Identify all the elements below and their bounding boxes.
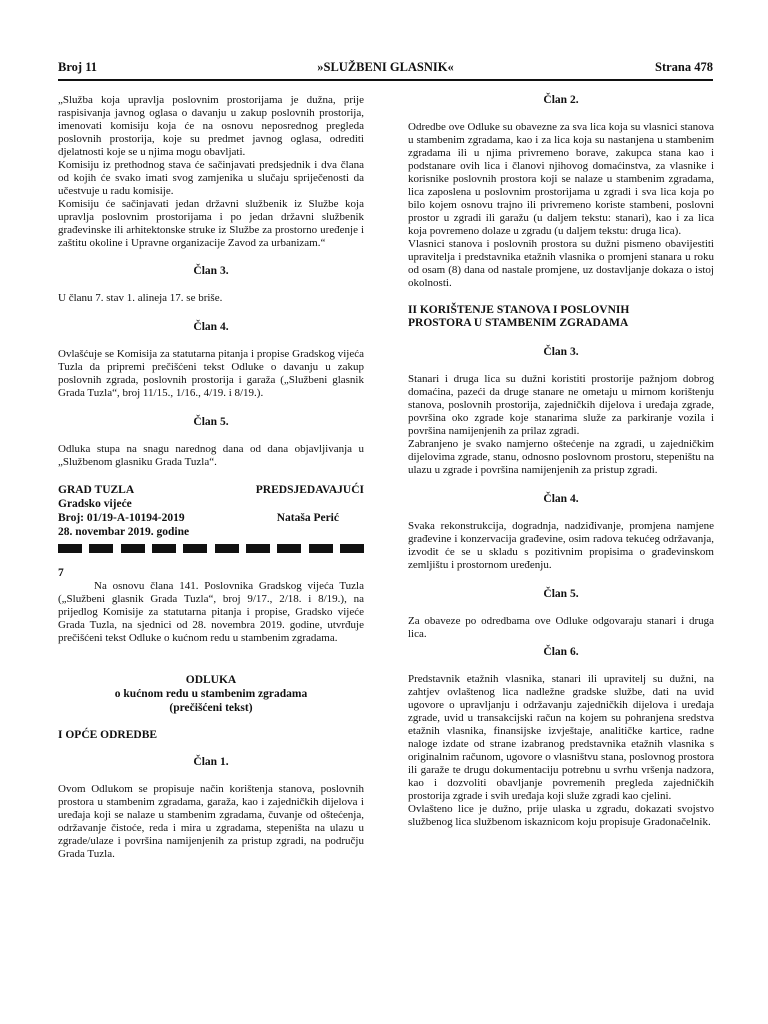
- page-header: [58, 60, 713, 78]
- paragraph: Za obaveze po odredbama ove Odluke odgovaraju stanari i druga lica.: [408, 615, 714, 640]
- publication-title: »SLUŽBENI GLASNIK«: [317, 60, 454, 74]
- paragraph: Ovlašćuje se Komisija za statutarna pitanja i propise Gradskog vijeća Tuzla da pripremi prečišćeni tekst Odluke o davanju u zakup poslovnih zgrada, poslovnih prostorija i garaža („Službeni glasnik Grada Tuzla“, broj 11/15., 1/16., 4/19. i 8/19.).: [58, 348, 364, 399]
- article-heading: Član 5.: [193, 416, 229, 428]
- paragraph: Komisiju će sačinjavati jedan državni službenik iz Službe koja upravlja poslovnim prostorijama i po jedan državni službenik građevinske ili arhitektonske struke iz Službe za prostorno uređenje i zaštitu okoline i Upravne organizacije Zavod za urbanizam.“: [58, 198, 364, 249]
- paragraph: Stanari i druga lica su dužni koristiti prostorije pažnjom dobrog domaćina, pazeći da druge stanare ne ometaju u mirnom korištenju stanova, poslovnih prostorija, zajedničkih dijelova i uređaja zgrade, površina oko zgrade koje stanarima služe za parkiranje vozila i površina namijenjenih za prilaz zgradi.: [408, 373, 714, 437]
- document-date: 28. novembar 2019. godine: [58, 526, 190, 538]
- signature-block: [58, 483, 364, 539]
- article-heading: Član 2.: [543, 94, 579, 106]
- paragraph: Ovom Odlukom se propisuje način korištenja stanova, poslovnih prostora u stambenim zgradama, garaža, kao i zajedničkih dijelova i uređaja koji se nalaze u stambenim zgradama, čuvanje od oštećenja, održavanje čistoće, reda i mira u zgradama, stepeništa na ulazu u zgrade/ulaze i površina namijenjenih za pristup zgradi, na području Grada Tuzla.: [58, 783, 364, 860]
- article-heading: Član 5.: [543, 588, 579, 600]
- paragraph: U članu 7. stav 1. alineja 17. se briše.: [58, 292, 223, 304]
- signature-name: Nataša Perić: [276, 512, 339, 524]
- decision-note: (prečišćeni tekst): [169, 702, 253, 714]
- dashed-separator: [58, 544, 364, 553]
- item-number: 7: [58, 567, 64, 579]
- header-rule: [58, 79, 713, 81]
- decision-subtitle: o kućnom redu u stambenim zgradama: [114, 688, 308, 700]
- article-heading: Član 3.: [543, 346, 579, 358]
- article-heading: Član 3.: [193, 265, 229, 277]
- signature-role: PREDSJEDAVAJUĆI: [255, 484, 364, 496]
- issue-number: Broj 11: [58, 60, 98, 74]
- document-number: Broj: 01/19-A-10194-2019: [58, 512, 185, 524]
- paragraph: „Služba koja upravlja poslovnim prostorijama je dužna, prije raspisivanja javnog oglasa o davanju u zakup poslovnih prostorija, imenovati komisiju koja će na osnovu neposrednog pregleda poslovnih prostorija, koje su predmet javnog oglasa, odrediti djelatnosti koje se u njima mogu obavljati.: [58, 94, 364, 158]
- paragraph: Odluka stupa na snagu narednog dana od dana objavljivanja u „Službenom glasniku Grada Tuzla“.: [58, 443, 364, 468]
- paragraph: Zabranjeno je svako namjerno oštećenje na zgradi, u zajedničkim dijelovima zgrade, stanu, odnosno poslovnom prostoru, stepeništu na ulazu u zgrade i površina namijenjenih za pristup zgradi.: [408, 438, 714, 476]
- decision-title: ODLUKA: [185, 674, 237, 686]
- page-number: Strana 478: [655, 60, 713, 74]
- paragraph: Ovlašteno lice je dužno, prije ulaska u zgradu, dokazati svojstvo službenog lica službenom iskaznicom koju propisuje Gradonačelnik.: [408, 803, 714, 828]
- paragraph: Predstavnik etažnih vlasnika, stanari ili upravitelj su dužni, na zahtjev ovlaštenog lica nadležne gradske službe, dati na uvid ugovore o upravljanju i održavanju zajedničkih dijelova i uređaja zgrade, uvid u transakcijski račun na kojem su pohranjena sredstva etažnih vlasnika, finansijske izvještaje, analitičke kartice, radne naloge izdate od strane izabranog predstavnika etažnih vlasnika s originalnim računom, ugovore o vlasništvu stana, poslovnog prostora ili garaže te drugu dokumentaciju potrebnu u svrhu vršenja nadzora, kao i dozvoliti obavljanje povremenih pregleda zajedničkih prostorija zgrade i svih uređaja koji služe zgradi kao cjelini.: [408, 673, 714, 802]
- right-column: [408, 92, 714, 829]
- article-heading: Član 6.: [543, 646, 579, 658]
- section-heading: I OPĆE ODREDBE: [58, 729, 158, 741]
- section-heading-line: II KORIŠTENJE STANOVA I POSLOVNIH: [408, 304, 630, 316]
- preamble: Na osnovu člana 141. Poslovnika Gradskog vijeća Tuzla („Službeni glasnik Grada Tuzla“, broj 9/17., 2/18. i 8/19.), na prijedlog Komisije za statutarna pitanja i propise, Gradsko vijeće Grada Tuzla, na sjednici od 28. novembra 2019. godine, utvrđuje prečišćeni tekst Odluke o kućnom redu u stambenim zgradama.: [58, 580, 364, 644]
- left-column: [58, 92, 364, 861]
- article-heading: Član 4.: [543, 493, 579, 505]
- article-heading: Član 4.: [193, 321, 229, 333]
- signature-council: Gradsko vijeće: [58, 498, 132, 510]
- paragraph: Odredbe ove Odluke su obavezne za sva lica koja su vlasnici stanova u stambenim zgradama, kao i za lica koja su nastanjena u stambenim zgradama ili u njima privremeno borave, zakupca stana kao i podstanare ovih lica i članovi njihovog domaćinstva, za vlasnike i korisnike poslovnih prostora koji se nalaze u stambenim zgradama, lica zaposlena u poslovnim prostorijama u zgradi i sva lica koja po bilo kojem osnovu trajno ili privremeno koriste stambeni, poslovni prostor u zgradi ili garažu (u daljem tekstu: stanari), kao i za lica koja povremeno dolaze u zgradu (u daljem tekstu: druga lica).: [408, 121, 714, 237]
- section-heading-line: PROSTORA U STAMBENIM ZGRADAMA: [408, 317, 629, 329]
- signature-city: GRAD TUZLA: [58, 484, 135, 496]
- paragraph: Vlasnici stanova i poslovnih prostora su dužni pismeno obavijestiti upravitelja i predstavnika etažnih vlasnika o promjeni stanara u roku od osam (8) dana od nastale promjene, uz dostavljanje dokaza o istoj okolnosti.: [408, 238, 714, 289]
- paragraph: Komisiju iz prethodnog stava će sačinjavati predsjednik i dva člana od kojih će svako imati svog zamjenika u slučaju spriječenosti da učestvuje u radu komisije.: [58, 159, 364, 197]
- paragraph: Svaka rekonstrukcija, dogradnja, nadziđivanje, promjena namjene građevine i konzervacija građevine, osim radova tekućeg održavanja, izvodit će se u skladu s pozitivnim propisima o građevinskom zemljištu i prostornom uređenju.: [408, 520, 714, 571]
- article-heading: Član 1.: [193, 756, 229, 768]
